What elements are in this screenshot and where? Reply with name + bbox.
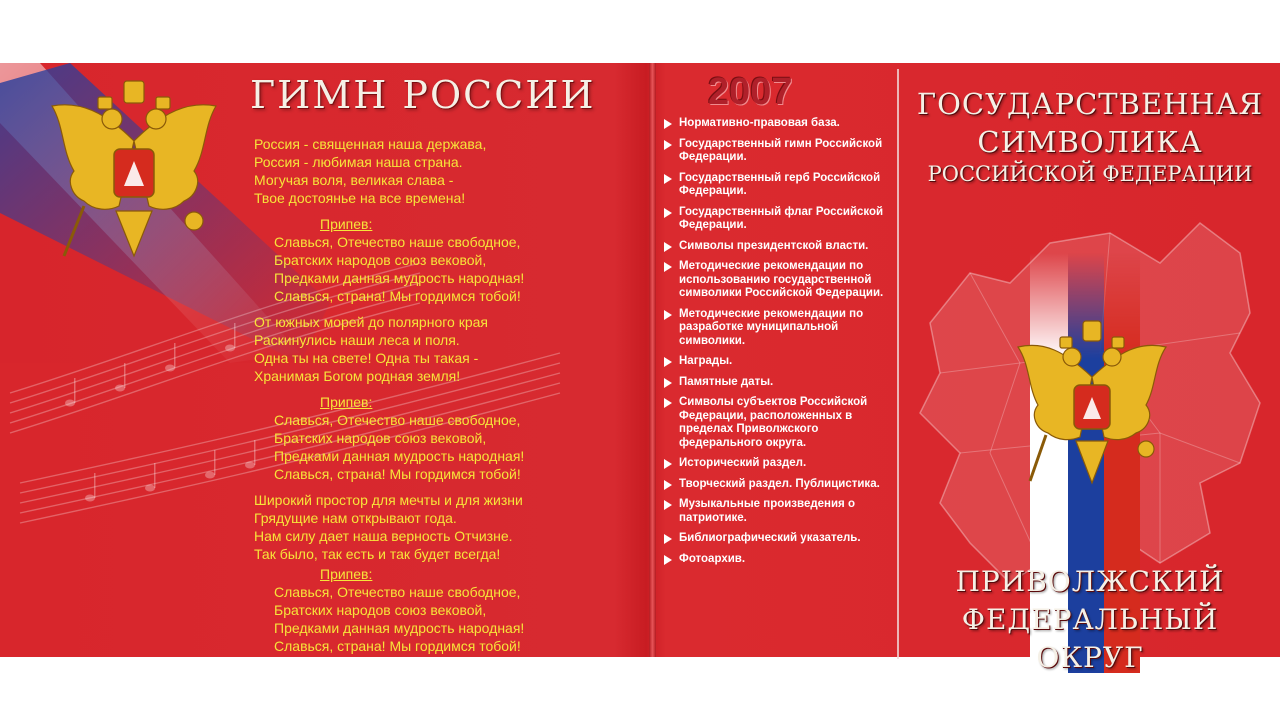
triangle-bullet-icon xyxy=(664,459,672,469)
triangle-bullet-icon xyxy=(664,555,672,565)
cover-title-line: СИМВОЛИКА xyxy=(977,125,1203,159)
lyric-line: Раскинулись наши леса и поля. xyxy=(254,332,460,348)
contents-item: Символы президентской власти. xyxy=(664,240,898,254)
booklet-scan xyxy=(0,63,1280,674)
refrain-1 xyxy=(254,233,554,305)
double-headed-eagle-emblem-icon xyxy=(44,71,224,271)
verse-2 xyxy=(254,313,554,385)
refrain-line: Славься, Отечество наше свободное, xyxy=(274,584,521,600)
contents-item: Методические рекомендации по разработке муниципальной символики. xyxy=(664,308,898,349)
refrain-line: Славься, страна! Мы гордимся тобой! xyxy=(274,288,521,304)
contents-item: Творческий раздел. Публицистика. xyxy=(664,478,898,492)
triangle-bullet-icon xyxy=(664,262,672,272)
anthem-title: ГИМН РОССИИ xyxy=(250,73,596,117)
contents-item: Государственный герб Российской Федерации. xyxy=(664,172,898,199)
year-label: 2007 xyxy=(708,71,793,113)
double-headed-eagle-emblem-icon xyxy=(1012,315,1172,495)
refrain-3 xyxy=(254,583,554,655)
verse-1 xyxy=(254,135,554,207)
triangle-bullet-icon xyxy=(664,310,672,320)
booklet-spine xyxy=(649,63,656,657)
refrain-line: Славься, страна! Мы гордимся тобой! xyxy=(274,466,521,482)
cover-title-line: РОССИЙСКОЙ ФЕДЕРАЦИИ xyxy=(927,162,1253,186)
triangle-bullet-icon xyxy=(664,140,672,150)
refrain-label: Припев: xyxy=(320,566,373,582)
triangle-bullet-icon xyxy=(664,119,672,129)
lyric-line: Могучая воля, великая слава - xyxy=(254,172,454,188)
refrain-line: Братских народов союз вековой, xyxy=(274,602,487,618)
lyric-line: Грядущие нам открывают года. xyxy=(254,510,457,526)
refrain-line: Братских народов союз вековой, xyxy=(274,252,487,268)
refrain-label: Припев: xyxy=(320,394,373,410)
refrain-line: Славься, Отечество наше свободное, xyxy=(274,234,521,250)
district-title-line: ФЕДЕРАЛЬНЫЙ xyxy=(961,603,1219,636)
refrain-line: Братских народов союз вековой, xyxy=(274,430,487,446)
cover-title xyxy=(900,85,1280,187)
contents-item: Исторический раздел. xyxy=(664,457,898,471)
lyric-line: Одна ты на свете! Одна ты такая - xyxy=(254,350,479,366)
contents-item: Государственный гимн Российской Федерации. xyxy=(664,138,898,165)
contents-item: Символы субъектов Российской Федерации, расположенных в пределах Приволжского федерального округа. xyxy=(664,396,898,450)
lyric-line: Так было, так есть и так будет всегда! xyxy=(254,546,501,562)
district-title xyxy=(900,563,1280,677)
triangle-bullet-icon xyxy=(664,242,672,252)
contents-item: Награды. xyxy=(664,355,898,369)
refrain-label: Припев: xyxy=(320,216,373,232)
contents-item: Фотоархив. xyxy=(664,553,898,567)
district-title-line: ОКРУГ xyxy=(1036,641,1144,674)
lyric-line: Хранимая Богом родная земля! xyxy=(254,368,461,384)
lyric-line: Нам силу дает наша верность Отчизне. xyxy=(254,528,513,544)
lyric-line: Россия - священная наша держава, xyxy=(254,136,487,152)
contents-item: Библиографический указатель. xyxy=(664,532,898,546)
cover-title-line: ГОСУДАРСТВЕННАЯ xyxy=(916,87,1264,121)
triangle-bullet-icon xyxy=(664,357,672,367)
refrain-line: Предками данная мудрость народная! xyxy=(274,620,525,636)
contents-item: Нормативно-правовая база. xyxy=(664,117,898,131)
triangle-bullet-icon xyxy=(664,208,672,218)
contents-list xyxy=(664,117,898,573)
triangle-bullet-icon xyxy=(664,534,672,544)
triangle-bullet-icon xyxy=(664,174,672,184)
lyric-line: Твое достоянье на все времена! xyxy=(254,190,466,206)
refrain-line: Предками данная мудрость народная! xyxy=(274,270,525,286)
refrain-2 xyxy=(254,411,554,483)
refrain-line: Предками данная мудрость народная! xyxy=(274,448,525,464)
triangle-bullet-icon xyxy=(664,378,672,388)
triangle-bullet-icon xyxy=(664,480,672,490)
district-title-line: ПРИВОЛЖСКИЙ xyxy=(955,565,1225,598)
lyric-line: Россия - любимая наша страна. xyxy=(254,154,463,170)
verse-3 xyxy=(254,491,554,563)
refrain-line: Славься, Отечество наше свободное, xyxy=(274,412,521,428)
contents-item: Методические рекомендации по использованию государственной символики Российской Федерации. xyxy=(664,260,898,301)
triangle-bullet-icon xyxy=(664,500,672,510)
panel-divider xyxy=(897,69,899,659)
contents-item: Государственный флаг Российской Федерации. xyxy=(664,206,898,233)
contents-item: Памятные даты. xyxy=(664,376,898,390)
contents-item: Музыкальные произведения о патриотике. xyxy=(664,498,898,525)
triangle-bullet-icon xyxy=(664,398,672,408)
lyric-line: Широкий простор для мечты и для жизни xyxy=(254,492,523,508)
anthem-lyrics xyxy=(254,135,554,663)
lyric-line: От южных морей до полярного края xyxy=(254,314,488,330)
refrain-line: Славься, страна! Мы гордимся тобой! xyxy=(274,638,521,654)
